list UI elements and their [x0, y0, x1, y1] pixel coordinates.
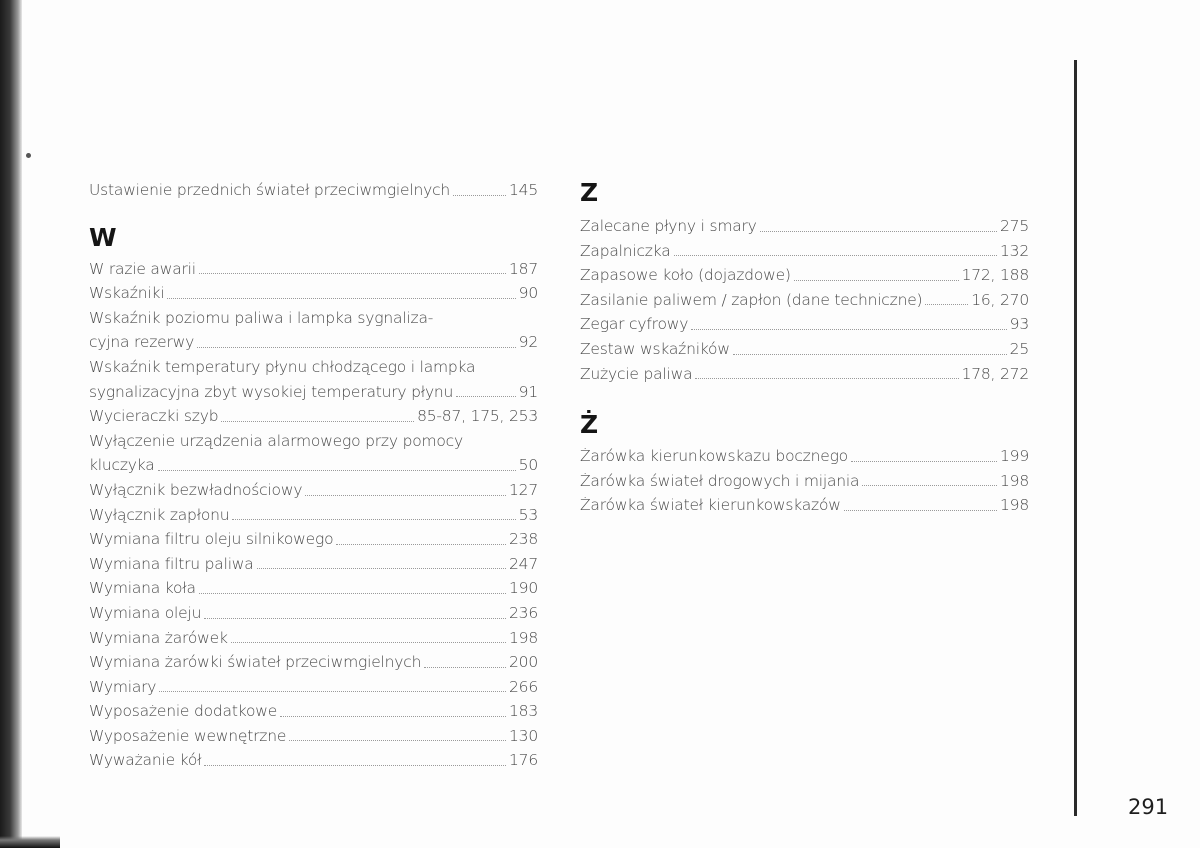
entry-text: cyjna rezerwy — [89, 333, 195, 352]
entry-text: Zestaw wskaźników — [580, 339, 730, 358]
entry-page: 127 — [509, 480, 538, 499]
entry-text: W razie awarii — [89, 259, 196, 278]
index-column-left — [89, 178, 538, 773]
entry-page: 176 — [509, 751, 538, 770]
index-entry — [580, 469, 1029, 494]
entry-text: Zapasowe koło (dojazdowe) — [580, 266, 791, 285]
entry-page: 266 — [509, 677, 538, 696]
dot-leader — [851, 461, 997, 462]
index-entry — [89, 453, 538, 478]
dot-leader — [204, 765, 506, 766]
index-entry — [89, 503, 538, 528]
index-entry — [89, 330, 538, 355]
index-entry — [580, 444, 1029, 469]
dot-leader — [733, 354, 1007, 355]
entry-text: Żarówka świateł kierunkowskazów — [580, 496, 841, 515]
index-entry — [89, 675, 538, 700]
entry-text: Zapalniczka — [580, 241, 671, 260]
section-letter-w: W — [89, 222, 117, 252]
entry-page: 200 — [509, 653, 538, 672]
entry-page: 90 — [518, 284, 538, 303]
dot-leader — [691, 329, 1007, 330]
dot-leader — [336, 544, 506, 545]
z-dot-entries — [580, 444, 1029, 518]
entry-text: kluczyka — [89, 456, 155, 475]
w-entries — [89, 257, 538, 773]
entry-page: 198 — [1000, 471, 1029, 490]
entry-page: 85-87, 175, 253 — [417, 407, 538, 426]
entry-page: 92 — [518, 333, 538, 352]
index-entry — [580, 214, 1029, 239]
index-entry — [89, 699, 538, 724]
entry-text: sygnalizacyjna zbyt wysokiej temperatury płynu — [89, 382, 454, 401]
dot-leader — [456, 396, 515, 397]
entry-text: Wymiana filtru paliwa — [89, 554, 254, 573]
index-entry — [89, 478, 538, 503]
entry-page: 198 — [509, 628, 538, 647]
entry-text: Wskaźnik temperatury płynu chłodzącego i lampka — [89, 357, 476, 376]
section-letter-z-dot: Ż — [580, 410, 599, 440]
entry-text: Wymiary — [89, 677, 157, 696]
entry-text: Wyważanie kół — [89, 751, 202, 770]
entry-page: 187 — [509, 259, 538, 278]
dot-leader — [199, 273, 506, 274]
entry-text: Wyłącznik bezwładnościowy — [89, 480, 303, 499]
index-entry — [89, 576, 538, 601]
entry-text: Żarówka kierunkowskazu bocznego — [580, 447, 848, 466]
entry-text: Wymiana filtru oleju silnikowego — [89, 530, 334, 549]
entry-text: Zalecane płyny i smary — [580, 217, 757, 235]
dot-leader — [453, 195, 506, 196]
index-entry — [89, 724, 538, 749]
dot-leader — [197, 347, 516, 348]
z-entries — [580, 214, 1029, 386]
index-entry — [89, 601, 538, 626]
index-entry — [580, 312, 1029, 337]
dot-leader — [305, 495, 506, 496]
entry-page: 275 — [1000, 217, 1029, 235]
entry-text: Wyłączenie urządzenia alarmowego przy pomocy — [89, 431, 463, 450]
index-column-right — [580, 178, 1029, 518]
entry-page: 50 — [518, 456, 538, 475]
section-letter-z: Z — [580, 178, 599, 207]
entry-page: 93 — [1009, 315, 1029, 334]
entry-page: 130 — [509, 726, 538, 745]
page-binding-edge — [0, 0, 22, 848]
entry-page: 183 — [509, 702, 538, 721]
entry-text: Wyposażenie dodatkowe — [89, 702, 278, 721]
entry-text: Wymiana oleju — [89, 603, 202, 622]
index-entry — [89, 429, 538, 454]
index-entry — [89, 527, 538, 552]
dot-leader — [925, 304, 968, 305]
entry-text: Wyłącznik zapłonu — [89, 505, 230, 524]
entry-text: Wskaźniki — [89, 284, 165, 303]
dot-leader — [199, 593, 506, 594]
entry-text: Wymiana koła — [89, 579, 196, 598]
entry-text: Wskaźnik poziomu paliwa i lampka sygnaliza- — [89, 308, 434, 327]
dot-leader — [231, 642, 506, 643]
entry-text: Zużycie paliwa — [580, 364, 693, 383]
dot-leader — [844, 510, 997, 511]
entry-page: 25 — [1009, 339, 1029, 358]
entry-text: Żarówka świateł drogowych i mijania — [580, 471, 860, 490]
margin-rule — [1074, 60, 1077, 816]
dot-leader — [167, 298, 515, 299]
dot-leader — [760, 231, 997, 232]
entry-page: 198 — [1000, 496, 1029, 515]
index-entry — [89, 380, 538, 405]
dot-leader — [794, 280, 959, 281]
dot-leader — [289, 740, 506, 741]
entry-page: 236 — [509, 603, 538, 622]
entry-page: 91 — [518, 382, 538, 401]
index-entry — [89, 748, 538, 773]
dot-leader — [257, 568, 506, 569]
entry-text: Wycieraczki szyb — [89, 407, 219, 426]
binding-mark — [26, 153, 31, 158]
entry-text: Wyposażenie wewnętrzne — [89, 726, 287, 745]
entry-page: 145 — [509, 181, 538, 199]
entry-text: Wymiana żarówki świateł przeciwmgielnych — [89, 653, 422, 672]
index-entry — [89, 650, 538, 675]
page-number: 291 — [1128, 795, 1169, 819]
entry-page: 190 — [509, 579, 538, 598]
index-entry — [89, 626, 538, 651]
entry-page: 238 — [509, 530, 538, 549]
dot-leader — [159, 691, 506, 692]
index-entry — [580, 493, 1029, 518]
index-entry — [89, 355, 538, 380]
entry-page: 199 — [1000, 447, 1029, 466]
dot-leader — [862, 485, 997, 486]
entry-page: 247 — [509, 554, 538, 573]
entry-text: Wymiana żarówek — [89, 628, 228, 647]
index-entry — [89, 404, 538, 429]
entry-text: Zegar cyfrowy — [580, 315, 689, 334]
page-bottom-shadow — [0, 836, 60, 848]
entry-page: 178, 272 — [961, 364, 1029, 383]
dot-leader — [204, 618, 506, 619]
dot-leader — [158, 470, 516, 471]
entry-page: 53 — [518, 505, 538, 524]
dot-leader — [280, 716, 506, 717]
index-entry — [89, 281, 538, 306]
dot-leader — [674, 255, 997, 256]
entry-text: Ustawienie przednich świateł przeciwmgielnych — [89, 181, 451, 199]
index-entry — [580, 263, 1029, 288]
index-entry — [89, 306, 538, 331]
entry-page: 132 — [1000, 241, 1029, 260]
index-entry — [580, 239, 1029, 264]
index-entry — [580, 288, 1029, 313]
index-entry — [580, 337, 1029, 362]
index-entry — [89, 552, 538, 577]
dot-leader — [424, 667, 506, 668]
dot-leader — [232, 519, 515, 520]
dot-leader — [695, 378, 958, 379]
entry-page: 172, 188 — [961, 266, 1029, 285]
entry-text: Zasilanie paliwem / zapłon (dane techniczne) — [580, 290, 923, 309]
entry-page: 16, 270 — [971, 290, 1029, 309]
index-entry — [89, 257, 538, 282]
index-entry — [89, 178, 538, 203]
dot-leader — [221, 421, 414, 422]
index-entry — [580, 362, 1029, 387]
